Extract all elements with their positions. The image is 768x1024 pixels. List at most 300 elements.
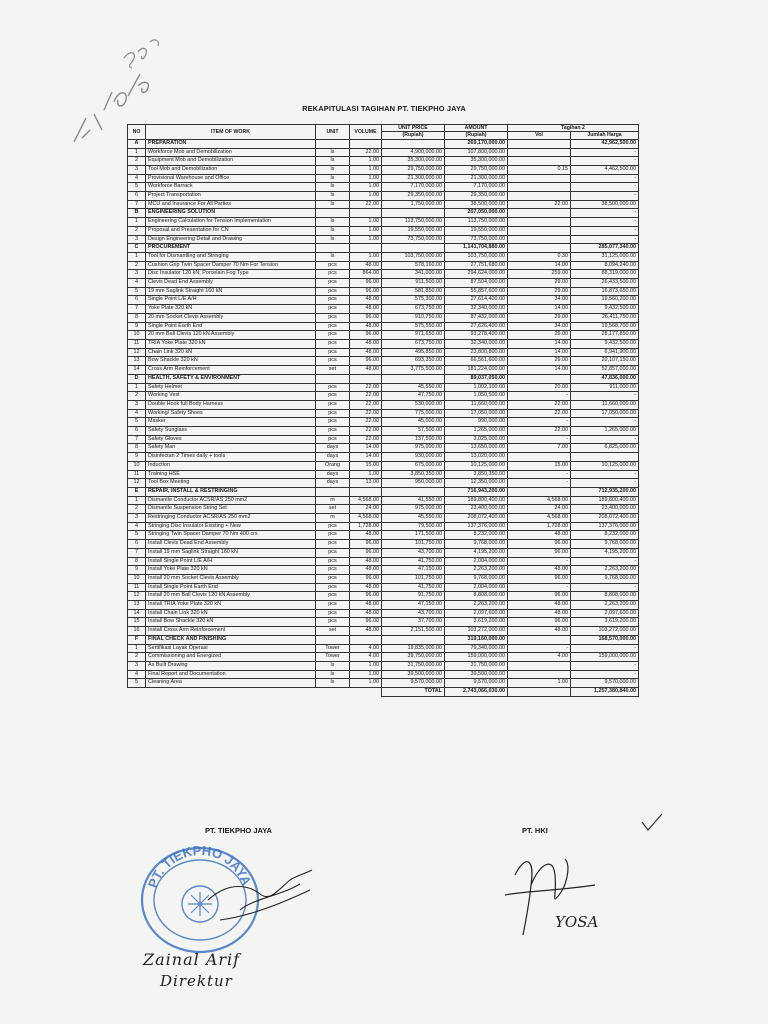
cell-item: Install Cross Arm Reinforcement [146,627,316,636]
cell-unit: set [316,366,350,375]
cell-item: Project Transportation [146,192,316,201]
cell-jumlah: 20,107,150.00 [571,357,639,366]
cell-item: Training HSE [146,470,316,479]
col-amount-sub: (Rupiah) [445,132,508,139]
cell-item: Working Vest [146,392,316,401]
section-unit-price [382,374,445,383]
cell-unit-price: 930,000.00 [382,453,445,462]
cell-item: Proposal and Presentation for CN [146,226,316,235]
cell-unit-price: 7,170,000.00 [382,183,445,192]
cell-no: 1 [128,496,146,505]
cell-volume: 22.00 [350,400,382,409]
section-row [128,209,639,218]
cell-unit: pcs [316,435,350,444]
cell-vol: 34.00 [508,322,571,331]
cell-vol: 22.00 [508,400,571,409]
cell-vol: 29.00 [508,279,571,288]
table-row [128,313,639,322]
cell-unit: ls [316,174,350,183]
cell-volume: 1.00 [350,235,382,244]
cell-vol: 0.15 [508,165,571,174]
cell-volume: 1.00 [350,252,382,261]
cell-no: 6 [128,296,146,305]
cell-no: 4 [128,279,146,288]
cell-jumlah: - [571,583,639,592]
cell-volume: 13.00 [350,479,382,488]
cell-volume: 1.00 [350,670,382,679]
cell-item: Stringing Disc Insulator Existing + New [146,522,316,531]
cell-volume: 96.00 [350,331,382,340]
cell-no: 14 [128,366,146,375]
cell-jumlah: 28,177,850.00 [571,331,639,340]
cell-amount: 1,265,000.00 [445,427,508,436]
cell-unit-price: 41,750.00 [382,557,445,566]
cell-unit-price: 575,550.00 [382,322,445,331]
cell-amount: 39,500,000.00 [445,670,508,679]
cell-item: Tool for Dismantling and Stringing [146,252,316,261]
cell-unit: pcs [316,427,350,436]
cell-unit: ls [316,235,350,244]
cell-no: 10 [128,574,146,583]
cell-jumlah: 9,570,000.00 [571,679,639,688]
section-volume [350,139,382,148]
cell-vol: - [508,479,571,488]
cell-vol: 14.00 [508,366,571,375]
total-label: TOTAL [382,688,445,697]
cell-jumlah: 2,097,600.00 [571,609,639,618]
cell-volume: 1.00 [350,183,382,192]
cell-no: 12 [128,479,146,488]
cell-amount: 2,004,000.00 [445,583,508,592]
cell-jumlah: 103,272,000.00 [571,627,639,636]
section-amount: 319,160,000.00 [445,635,508,644]
cell-vol: - [508,583,571,592]
cell-unit: ls [316,183,350,192]
cell-vol: 14.00 [508,348,571,357]
cell-volume: 1.00 [350,679,382,688]
cell-unit: ls [316,200,350,209]
cell-item: Working/ Safety Shoes [146,409,316,418]
table-row [128,305,639,314]
cell-jumlah: 4,195,200.00 [571,548,639,557]
cell-amount: 189,800,400.00 [445,496,508,505]
cell-no: 6 [128,540,146,549]
cell-unit-price: 673,750.00 [382,339,445,348]
cell-unit: Orang [316,461,350,470]
cell-volume: 1.00 [350,165,382,174]
section-jumlah: 285,077,340.00 [571,244,639,253]
section-volume [350,209,382,218]
cell-unit: ls [316,165,350,174]
cell-no: 4 [128,409,146,418]
cell-amount: 93,278,400.00 [445,331,508,340]
cell-jumlah: 189,800,400.00 [571,496,639,505]
table-row [128,601,639,610]
cell-unit: pcs [316,296,350,305]
cell-jumlah: - [571,418,639,427]
cell-unit: Tower [316,653,350,662]
table-row [128,557,639,566]
cell-no: 7 [128,305,146,314]
cell-no: 3 [128,400,146,409]
cell-vol: 24.00 [508,505,571,514]
section-unit [316,487,350,496]
cell-amount: 181,224,000.00 [445,366,508,375]
cell-amount: 990,000.00 [445,418,508,427]
cell-unit-price: 45,550.00 [382,383,445,392]
cell-unit: pcs [316,392,350,401]
cell-item: Sertifikasi Layak Operasi [146,644,316,653]
section-jumlah: 42,962,500.00 [571,139,639,148]
table-row [128,400,639,409]
cell-amount: 13,650,000.00 [445,444,508,453]
cell-item: 20 mm Socket Clevis Assembly [146,313,316,322]
cell-jumlah: 159,000,000.00 [571,653,639,662]
cell-unit-price: 9,570,000.00 [382,679,445,688]
cell-item: Single Point Earth End [146,322,316,331]
cell-amount: 87,432,000.00 [445,313,508,322]
cell-no: 6 [128,427,146,436]
cell-volume: 96.00 [350,618,382,627]
cell-volume: 48.00 [350,557,382,566]
section-unit [316,139,350,148]
cell-vol: 29.00 [508,357,571,366]
cell-jumlah: 26,433,500.00 [571,279,639,288]
table-row [128,331,639,340]
cell-unit-price: 1,750,000.00 [382,200,445,209]
cell-item: Disinfectan 2 Times daily + tools [146,453,316,462]
cell-no: 2 [128,261,146,270]
cell-amount: 13,020,000.00 [445,453,508,462]
section-vol [508,374,571,383]
cell-unit-price: 19,835,000.00 [382,644,445,653]
cell-amount: 3,025,000.00 [445,435,508,444]
cell-unit: ls [316,218,350,227]
cell-amount: 1,050,500.00 [445,392,508,401]
table-row [128,435,639,444]
cell-no: 5 [128,287,146,296]
table-row [128,522,639,531]
table-row [128,348,639,357]
cell-item: Tool Mob and Demobilization [146,165,316,174]
cell-unit-price: 3,775,500.00 [382,366,445,375]
cell-unit: ls [316,679,350,688]
cell-vol: 48.00 [508,601,571,610]
cell-volume: 48.00 [350,601,382,610]
cell-vol: 96.00 [508,592,571,601]
cell-unit-price: 47,150.00 [382,566,445,575]
cell-amount: 23,400,000.00 [445,505,508,514]
table-row [128,479,639,488]
cell-unit-price: 675,000.00 [382,461,445,470]
cell-unit: pcs [316,601,350,610]
cell-amount: 103,272,000.00 [445,627,508,636]
cell-volume: 1.00 [350,662,382,671]
cell-item: Dismantle Conductor ACSR/AS 250 mm2 [146,496,316,505]
cell-jumlah: 6,825,000.00 [571,444,639,453]
cell-no: 7 [128,548,146,557]
cell-volume: 48.00 [350,348,382,357]
billing-recap-table [127,124,639,697]
cell-amount: 10,125,000.00 [445,461,508,470]
cell-vol: 29.00 [508,313,571,322]
cell-vol: 4,568.00 [508,514,571,523]
table-row [128,252,639,261]
cell-vol [508,183,571,192]
cell-unit-price: 3,850,350.00 [382,470,445,479]
cell-no: 13 [128,601,146,610]
cell-amount: 8,232,000.00 [445,531,508,540]
cell-no: 12 [128,348,146,357]
section-title: PREPARATION [146,139,316,148]
cell-unit-price: 47,750.00 [382,392,445,401]
cell-amount: 137,376,000.00 [445,522,508,531]
cell-unit: ls [316,670,350,679]
section-row [128,139,639,148]
cell-unit-price: 171,500.00 [382,531,445,540]
cell-amount: 4,195,200.00 [445,548,508,557]
cell-vol: 22.00 [508,200,571,209]
cell-vol: 1,728.00 [508,522,571,531]
cell-volume: 22.00 [350,409,382,418]
cell-unit: pcs [316,557,350,566]
cell-item: Install 20 mm Ball Clevis 120 kN Assembly [146,592,316,601]
cell-no: 2 [128,653,146,662]
cell-unit-price: 45,550.00 [382,514,445,523]
cell-item: Chain Link 320 kN [146,348,316,357]
cell-no: 9 [128,322,146,331]
col-jumlah: Jumlah Harga [571,132,639,139]
cell-jumlah: 10,125,000.00 [571,461,639,470]
col-unit-price-sub: (Rupiah) [382,132,445,139]
cell-no: 10 [128,461,146,470]
table-row [128,514,639,523]
cell-jumlah: - [571,148,639,157]
cell-unit-price: 693,350.00 [382,357,445,366]
cell-jumlah: - [571,183,639,192]
cell-unit-price: 79,500.00 [382,522,445,531]
cell-no: 9 [128,566,146,575]
cell-jumlah: - [571,157,639,166]
section-vol [508,139,571,148]
table-row [128,192,639,201]
cell-amount: 9,570,000.00 [445,679,508,688]
section-vol [508,244,571,253]
cell-jumlah: 26,411,750.00 [571,313,639,322]
cell-volume: 1.00 [350,174,382,183]
section-row [128,635,639,644]
cell-no: 7 [128,200,146,209]
cell-amount: 7,170,000.00 [445,183,508,192]
cell-amount: 19,550,000.00 [445,226,508,235]
section-jumlah: 712,935,200.00 [571,487,639,496]
total-row [128,688,639,697]
cell-no: 3 [128,662,146,671]
cell-unit-price: 4,900,000.00 [382,148,445,157]
cell-jumlah: 38,500,000.00 [571,200,639,209]
cell-volume: 96.00 [350,287,382,296]
table-row [128,165,639,174]
cell-unit-price: 19,550,000.00 [382,226,445,235]
cell-no: 1 [128,644,146,653]
left-signature [200,860,320,930]
table-row [128,174,639,183]
cell-vol: 48.00 [508,566,571,575]
cell-no: 8 [128,313,146,322]
cell-vol: 22.00 [508,427,571,436]
cell-volume: 4.00 [350,653,382,662]
cell-no: 16 [128,627,146,636]
cell-amount: 55,857,600.00 [445,287,508,296]
cell-volume: 48.00 [350,566,382,575]
cell-vol: 0.30 [508,252,571,261]
cell-vol: - [508,644,571,653]
cell-volume: 24.00 [350,505,382,514]
cell-volume: 4,568.00 [350,496,382,505]
table-row [128,418,639,427]
cell-item: Induction [146,461,316,470]
section-unit [316,635,350,644]
table-row [128,287,639,296]
col-unit: UNIT [316,125,350,140]
cell-jumlah: - [571,662,639,671]
cell-unit: ls [316,226,350,235]
cell-no: 3 [128,165,146,174]
cell-vol: 14.00 [508,305,571,314]
section-title: FINAL CHECK AND FINISHING [146,635,316,644]
cell-unit-price: 530,000.00 [382,400,445,409]
table-row [128,339,639,348]
section-amount: 716,943,200.00 [445,487,508,496]
cell-no: 5 [128,418,146,427]
table-row [128,653,639,662]
cell-jumlah: - [571,226,639,235]
cell-jumlah: 8,808,000.00 [571,592,639,601]
cell-amount: 66,561,600.00 [445,357,508,366]
cell-volume: 48.00 [350,609,382,618]
cell-volume: 48.00 [350,583,382,592]
table-row [128,548,639,557]
cell-amount: 208,072,400.00 [445,514,508,523]
cell-unit: pcs [316,618,350,627]
cell-vol: - [508,392,571,401]
cell-item: Install Bow Shackle 320 kN [146,618,316,627]
section-title: ENGINEERING SOLUTION [146,209,316,218]
cell-vol: 48.00 [508,627,571,636]
cell-item: As Built Drawing [146,662,316,671]
table-row [128,427,639,436]
cell-vol [508,157,571,166]
table-row [128,270,639,279]
section-unit [316,209,350,218]
cell-unit-price: 41,750.00 [382,583,445,592]
cell-amount: 23,800,800.00 [445,348,508,357]
cell-unit: Tower [316,644,350,653]
cell-volume: 48.00 [350,296,382,305]
cell-amount: 79,340,000.00 [445,644,508,653]
cell-volume: 1.00 [350,226,382,235]
cell-unit-price: 575,300.00 [382,296,445,305]
cell-unit-price: 113,750,000.00 [382,218,445,227]
section-amount: 1,141,704,880.00 [445,244,508,253]
cell-no: 1 [128,218,146,227]
cell-item: MCU and Insurance For All Parties [146,200,316,209]
section-unit-price [382,139,445,148]
section-unit-price [382,209,445,218]
cell-no: 14 [128,609,146,618]
cell-unit-price: 911,500.00 [382,279,445,288]
table-row [128,279,639,288]
cell-vol: 14.00 [508,339,571,348]
cell-amount: 27,626,400.00 [445,322,508,331]
cell-vol: 96.00 [508,548,571,557]
cell-vol: - [508,470,571,479]
section-title: REPAIR, INSTALL & RESTRINGING [146,487,316,496]
section-amount: 89,037,050.00 [445,374,508,383]
cell-jumlah: 9,768,000.00 [571,574,639,583]
section-vol [508,209,571,218]
cell-amount: 8,808,000.00 [445,592,508,601]
cell-amount: 2,004,000.00 [445,557,508,566]
cell-volume: 1.00 [350,157,382,166]
cell-vol [508,235,571,244]
table-row [128,670,639,679]
cell-item: Restringing Conductor ACSR/AS 250 mm2 [146,514,316,523]
cell-unit-price: 101,750.00 [382,540,445,549]
cell-no: 3 [128,514,146,523]
cell-unit: pcs [316,313,350,322]
cell-unit: pcs [316,331,350,340]
cell-unit: pcs [316,583,350,592]
cell-amount: 2,097,600.00 [445,609,508,618]
cell-item: Safety Man [146,444,316,453]
col-amount: AMOUNT [445,125,508,132]
section-vol [508,487,571,496]
cell-item: Install Single Point L/E A/H [146,557,316,566]
cell-amount: 12,350,000.00 [445,479,508,488]
cell-amount: 3,619,200.00 [445,618,508,627]
cell-unit-price: 341,000.00 [382,270,445,279]
cell-amount: 11,660,000.00 [445,400,508,409]
cell-item: Provisional Warehouse and Office [146,174,316,183]
cell-unit-price: 35,300,000.00 [382,157,445,166]
cell-unit: pcs [316,418,350,427]
cell-vol: 34.00 [508,296,571,305]
cell-jumlah: 31,125,000.00 [571,252,639,261]
cell-item: Final Report and Documentation [146,670,316,679]
cell-jumlah: 8,232,000.00 [571,531,639,540]
cell-jumlah: - [571,644,639,653]
cell-jumlah: 11,660,000.00 [571,400,639,409]
table-row [128,218,639,227]
cell-no: 15 [128,618,146,627]
table-row [128,592,639,601]
table-row [128,627,639,636]
total-amount: 2,743,066,030.00 [445,688,508,697]
cell-jumlah: - [571,174,639,183]
cell-no: 12 [128,592,146,601]
cell-unit: pcs [316,409,350,418]
cell-no: 11 [128,583,146,592]
cell-no: 10 [128,331,146,340]
section-volume [350,635,382,644]
cell-volume: 22.00 [350,418,382,427]
cell-unit-price: 101,750.00 [382,574,445,583]
cell-unit-price: 21,300,000.00 [382,174,445,183]
table-row [128,461,639,470]
table-row [128,540,639,549]
cell-no: 1 [128,252,146,261]
